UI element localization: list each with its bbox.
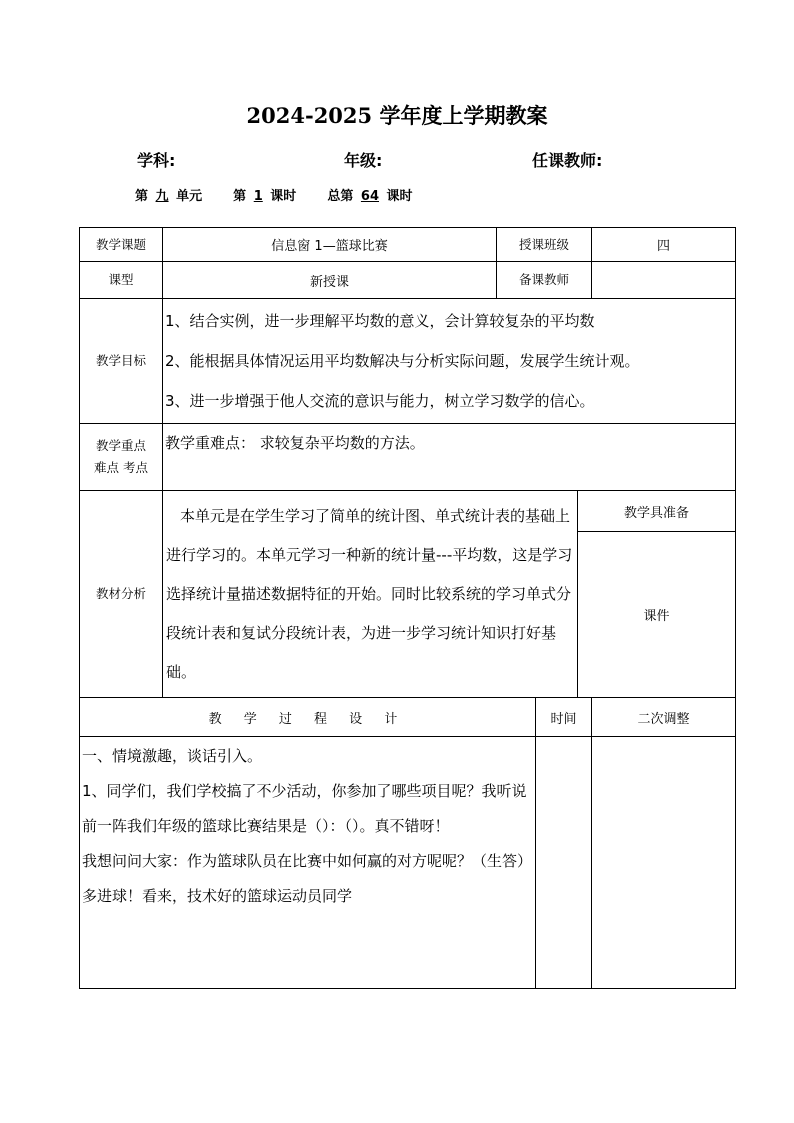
key-points-label xyxy=(80,424,163,491)
adjust-header: 二次调整 xyxy=(592,698,736,737)
unit-suffix: 单元 xyxy=(176,189,203,204)
objective-item: 2、能根据具体情况运用平均数解决与分析实际问题，发展学生统计观。 xyxy=(165,352,640,370)
lesson-prefix: 第 xyxy=(233,189,247,204)
table-row xyxy=(80,491,736,532)
key-points-label-line: 教学重点 xyxy=(95,438,146,453)
analysis-text xyxy=(163,491,578,698)
lesson-plan-table xyxy=(79,227,736,989)
table-row xyxy=(80,737,736,989)
subject-label: 学科: xyxy=(137,151,176,170)
process-line: 一、情境激趣，谈话引入。 xyxy=(82,747,263,765)
total-value: 64 xyxy=(360,189,380,204)
grade-label: 年级: xyxy=(344,151,383,170)
adjust-cell xyxy=(592,737,736,989)
objective-item: 3、进一步增强于他人交流的意识与能力，树立学习数学的信心。 xyxy=(165,392,595,410)
topic-value: 信息窗 1—篮球比赛 xyxy=(163,228,497,262)
total-suffix: 课时 xyxy=(386,189,413,204)
key-points-value: 教学重难点： 求较复杂平均数的方法。 xyxy=(163,424,736,491)
table-row xyxy=(80,228,736,262)
key-points-label-line: 难点 考点 xyxy=(94,460,148,475)
objective-item: 1、结合实例，进一步理解平均数的意义，会计算较复杂的平均数 xyxy=(165,312,595,330)
analysis-body: 本单元是在学生学习了简单的统计图、单式统计表的基础上进行学习的。本单元学习一种新的统计量---平均数，这是学习选择统计量描述数据特征的开始。同时比较系统的学习单式分段统计表和复试分段统计表，为进一步学习统计知识打好基础。 xyxy=(166,506,573,681)
class-label: 授课班级 xyxy=(497,228,592,262)
tools-label: 教学具准备 xyxy=(578,491,736,532)
type-value: 新授课 xyxy=(163,262,497,299)
lesson-value: 1 xyxy=(253,189,263,204)
class-value: 四 xyxy=(592,228,736,262)
process-content xyxy=(80,737,536,989)
objectives-label: 教学目标 xyxy=(80,299,163,424)
process-line: 1、同学们，我们学校搞了不少活动，你参加了哪些项目呢？我听说前一阵我们年级的篮球比赛结果是（）：（）。真不错呀！ xyxy=(82,782,527,835)
table-row xyxy=(80,698,736,737)
analysis-label: 教材分析 xyxy=(80,491,163,698)
unit-value: 九 xyxy=(155,189,169,204)
unit-prefix: 第 xyxy=(135,189,149,204)
prep-teacher-label: 备课教师 xyxy=(497,262,592,299)
prep-teacher-value xyxy=(592,262,736,299)
table-row xyxy=(80,299,736,424)
total-prefix: 总第 xyxy=(327,189,354,204)
type-label: 课型 xyxy=(80,262,163,299)
process-header: 教 学 过 程 设 计 xyxy=(80,698,536,737)
time-header: 时间 xyxy=(536,698,592,737)
tools-value: 课件 xyxy=(578,532,736,698)
table-row xyxy=(80,262,736,299)
document-title: 2024-2025 学年度上学期教案 xyxy=(246,103,548,128)
topic-label: 教学课题 xyxy=(80,228,163,262)
table-row xyxy=(80,424,736,491)
teacher-label: 任课教师: xyxy=(532,151,603,170)
process-line: 我想问问大家：作为篮球队员在比赛中如何赢的对方呢呢？（生答）多进球！看来，技术好的篮球运动员同学 xyxy=(82,852,533,905)
lesson-info-line xyxy=(135,185,413,204)
time-cell xyxy=(536,737,592,989)
objectives-cell xyxy=(163,299,736,424)
lesson-suffix: 课时 xyxy=(270,189,297,204)
